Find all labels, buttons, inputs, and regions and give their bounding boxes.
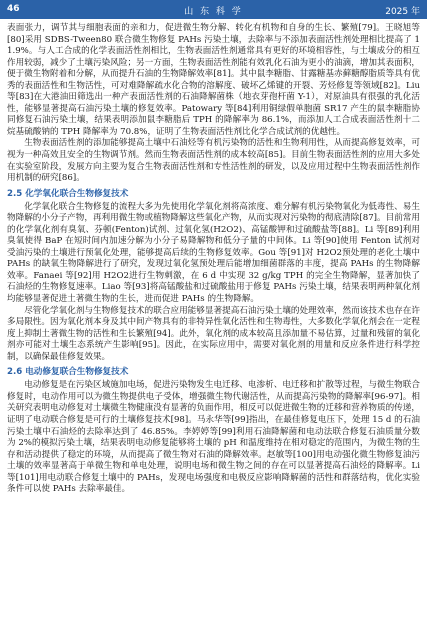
section-heading-chemical-oxidation: 2.5 化学氧化联合生物修复技术: [7, 188, 129, 199]
paragraph-biosurfactant-summary: 生物表面活性剂的添加能够提高土壤中石油烃等有机污染物的活性和生物利用性，从而提高修复效率，可视为一种高效且安全的生物调节剂。然而生物表面活性剂的成本较高[85]。目前生物表面活性剂的应用大多处在实验室阶段，发展方向主要为复合生物表面活性剂和专性活性剂的研发，以及应用过程中生物表面活性剂作用机制的研究[86]。: [7, 138, 420, 184]
section-heading-electrokinetic: 2.6 电动修复联合生物修复技术: [7, 367, 129, 378]
paragraph-chemical-oxidation-limits: 尽管化学氧化剂与生物修复技术的联合应用能够显著提高石油污染土壤的处理效率，然而该技术也存在许多局限性。因为氧化剂本身及其中间产物具有的非特异性氧化活性和生物毒性，大多数化学氧化剂会在一定程度上抑制土著微生物的活性和生长繁殖[94]。此外，氧化剂的成本较高且添加量不易估算，过量和残留的氧化剂亦可能对土壤生态系统产生影响[95]。因此，在实际应用中，需要对氧化剂的用量和反应条件进行科学控制，以确保最佳修复效果。: [7, 305, 420, 362]
page-number: 46: [7, 4, 20, 14]
paragraph-chemical-oxidation-studies: 化学氧化联合生物修复的流程大多为先使用化学氧化剂将高浓度、难分解有机污染物氧化为低毒性、易生物降解的小分子产物，再利用微生物或植物降解这些氧化产物，从而实现对污染物的彻底清除[87]。目前常用的化学氧化剂有臭氧、芬顿(Fenton)试剂、过氧化氢(H2O2)、高锰酸钾和过硫酸盐等[88]。Li 等[89]利用臭氧使得 BaP 在短时间内加速分解为小分子易降解物和低分子量的中间体。Li 等[90]使用 Fenton 试剂对受油污染的土壤进行预氧化处理，能够提高后续的生物修复效率。Gou 等[91]对 H2O2预处理的老化土壤中 PAHs 的缺氧生物降解进行了研究，发现过氧化氢预处理后能增加细菌群落的丰度，提高 PAHs 的生物降解效率。Fanaei 等[92]用 H2O2进行生物刺激，在 6 d 中实现 32 g/kg TPH 的完全生物降解，显著加快了石油烃的生物修复速率。Liao 等[93]将高锰酸盐和过硫酸盐用于修复 PAHs 污染土壤，结果表明两种氧化剂均能够显著促进土著微生物的生长，进而促进 PAHs 的生物降解。: [7, 201, 420, 305]
running-header: [0, 0, 427, 19]
article-body: [7, 23, 420, 496]
paragraph-biosurfactant-studies: 表面张力，调节其与细胞表面的亲和力，促进微生物分解、转化有机物和自身的生长、繁殖[79]。王晓旭等[80]采用 SDBS-Tween80 联合微生物修复 PAHs 污染土壤，去除率与不添加表面活性剂处理相比提高了 11.9%。与人工合成的化学表面活性剂相比，生物表面活性剂通常具有更好的环境相容性，与土壤成分的相互作用较弱，减少了土壤污染风险；另一方面，生物表面活性剂能有效乳化石油为更小的油滴，增加其表面积，便于微生物附着和分解，从而提升石油的生物降解效率[81]。其中鼠李糖脂、甘露糖基赤藓糖醇脂质等具有优秀的表面活性和生物活性，可对难降解疏水化合物的溶解度、破坏乙烯键的开裂、芳烃修复等领域[82]。Liu 等[83]在大港油田筛选出一种产表面活性剂的石油降解菌株（地衣芽孢杆菌 Y-1），对原油具有很强的乳化活性，能够显著提高石油污染土壤的修复效率。Patowary 等[84]利用铜绿假单胞菌 SR17 产生的鼠李糖脂协同修复石油污染土壤，结果表明添加鼠李糖脂后 TPH 的降解率为 86.1%，而添加人工合成表面活性剂十二烷基硫酸钠的 TPH 降解率为 70.8%，证明了生物表面活性剂比化学合成试剂的优越性。: [7, 23, 420, 137]
journal-title: 山 东 科 学: [184, 7, 243, 17]
publication-year: 2025 年: [385, 7, 420, 17]
paragraph-electrokinetic-studies: 电动修复是在污染区域施加电场，促进污染物发生电迁移、电渗析、电迁移和扩散等过程，与微生物联合修复时，电动作用可以为微生物提供电子受体，增强微生物代谢活性，从而提高污染物的降解率[96-97]。相关研究表明电动修复对土壤微生物健康没有显著的负面作用，相反可以促进微生物的迁移和营养物质的传递，证明了电动联合修复是可行的土壤修复技术[98]。马永华等[99]指出，在最佳修复电压下，处理 15 d 的石油污染土壤中石油烃的去除率达到了 46.85%。李婷婷等[99]利用石油降解菌和电动法联合修复石油质量分数为 2%的模拟污染土壤，结果表明电动修复能够将土壤的 pH 和温度维持在相对稳定的范围内，为微生物的生存和活动提供了稳定的环境，从而提高了微生物对石油的降解效率。赵敏等[100]用电动强化微生物修复油污土壤的效率显著高于单微生物和单电处理，说明电场和微生物之间的存在可以显著提高石油烃的降解率。Li 等[101]用电动联合修复土壤中的 PAHs，发现电场强度和电极反应影响降解菌的活性和群落结构，优化实验条件可以使 PAHs 去除率最佳。: [7, 380, 420, 495]
